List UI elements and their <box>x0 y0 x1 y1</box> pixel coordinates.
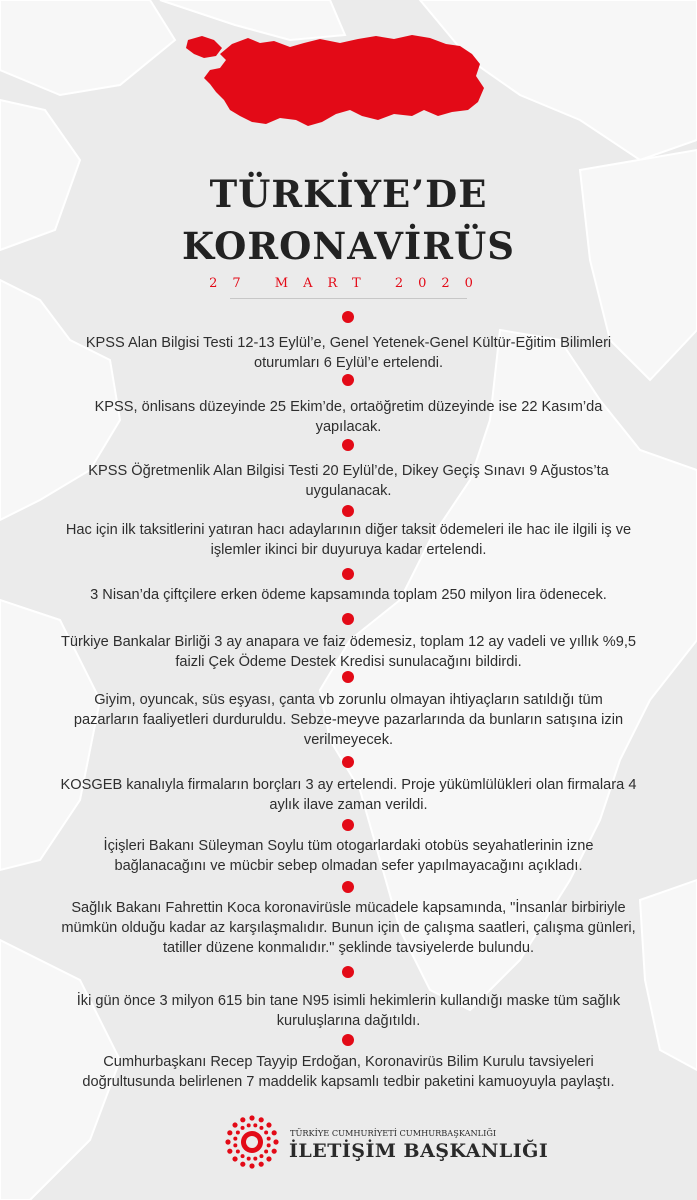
bullet-dot <box>342 819 354 831</box>
news-item: Türkiye Bankalar Birliği 3 ay anapara ve faiz ödemesiz, toplam 12 ay vadeli ve yıllık %9,5 faizli Çek Ödeme Destek Kredisi sunulacağını bildirdi. <box>60 634 637 670</box>
page-title-line-2: KORONAVİRÜS <box>182 224 515 268</box>
news-item: KOSGEB kanalıyla firmaların borçları 3 ay ertelendi. Proje yükümlülükleri olan firmalara 4 aylık ilave zaman verildi. <box>60 777 637 813</box>
news-item: İçişleri Bakanı Süleyman Soylu tüm otogarlardaki otobüs seyahatlerinin izne bağlanacağını ve mücbir sebep olmadan sefer yapılmayacağını açıkladı. <box>103 838 594 874</box>
news-item: İki gün önce 3 milyon 615 bin tane N95 isimli hekimlerin kullandığı maske tüm sağlık kuruluşlarına dağıtıldı. <box>76 993 621 1029</box>
news-item: KPSS Alan Bilgisi Testi 12-13 Eylül’e, Genel Yetenek-Genel Kültür-Eğitim Bilimleri oturumları 6 Eylül’e ertelendi. <box>85 335 612 371</box>
bullet-dot <box>342 439 354 451</box>
bullet-dot <box>342 1034 354 1046</box>
bullet-dot <box>342 311 354 323</box>
bullet-dot <box>342 613 354 625</box>
news-item: Hac için ilk taksitlerini yatıran hacı adaylarının diğer taksit ödemeleri ile hac ile ilgili iş ve işlemler ikinci bir duyuruya kadar ertelendi. <box>65 522 632 558</box>
bullet-dot <box>342 671 354 683</box>
bullet-dot <box>342 756 354 768</box>
bullet-dot <box>342 374 354 386</box>
news-item: 3 Nisan’da çiftçilere erken ödeme kapsamında toplam 250 milyon lira ödenecek. <box>90 587 607 603</box>
bullet-dot <box>342 505 354 517</box>
divider <box>230 298 467 299</box>
news-item: KPSS, önlisans düzeyinde 25 Ekim’de, ortaöğretim düzeyinde ise 22 Kasım’da yapılacak. <box>94 399 603 435</box>
news-item: KPSS Öğretmenlik Alan Bilgisi Testi 20 Eylül’de, Dikey Geçiş Sınavı 9 Ağustos’ta uygulanacak. <box>88 463 609 499</box>
bullet-dot <box>342 881 354 893</box>
star-emblem-icon <box>222 1112 282 1172</box>
news-item: Giyim, oyuncak, süs eşyası, çanta vb zorunlu olmayan ihtiyaçların satıldığı tüm pazarların faaliyetleri durduruldu. Sebze-meyve pazarlarında da bunların satışına izin verilmeyecek. <box>73 692 624 748</box>
turkey-map <box>180 30 500 150</box>
bullet-dot <box>342 568 354 580</box>
news-item: Sağlık Bakanı Fahrettin Koca koronavirüsle mücadele kapsamında, "İnsanlar birbiriyle mümkün olduğu kadar az karşılaşmalıdır. Bunun için de çalışma saatleri, çalışma günleri, tatiller düzene konmalıdır." şeklinde tavsiyelerde bulundu. <box>61 900 636 956</box>
date-label: 27 MART 2020 <box>209 276 488 291</box>
footer-subtitle: TÜRKİYE CUMHURİYETİ CUMHURBAŞKANLIĞI <box>290 1128 497 1138</box>
page-title-line-1: TÜRKİYE’DE <box>209 172 488 216</box>
footer-name: İLETİŞİM BAŞKANLIĞI <box>289 1140 549 1162</box>
bullet-dot <box>342 966 354 978</box>
news-item: Cumhurbaşkanı Recep Tayyip Erdoğan, Koronavirüs Bilim Kurulu tavsiyeleri doğrultusunda belirlenen 7 maddelik kapsamlı tedbir paketini kamuoyuyla paylaştı. <box>82 1054 615 1090</box>
